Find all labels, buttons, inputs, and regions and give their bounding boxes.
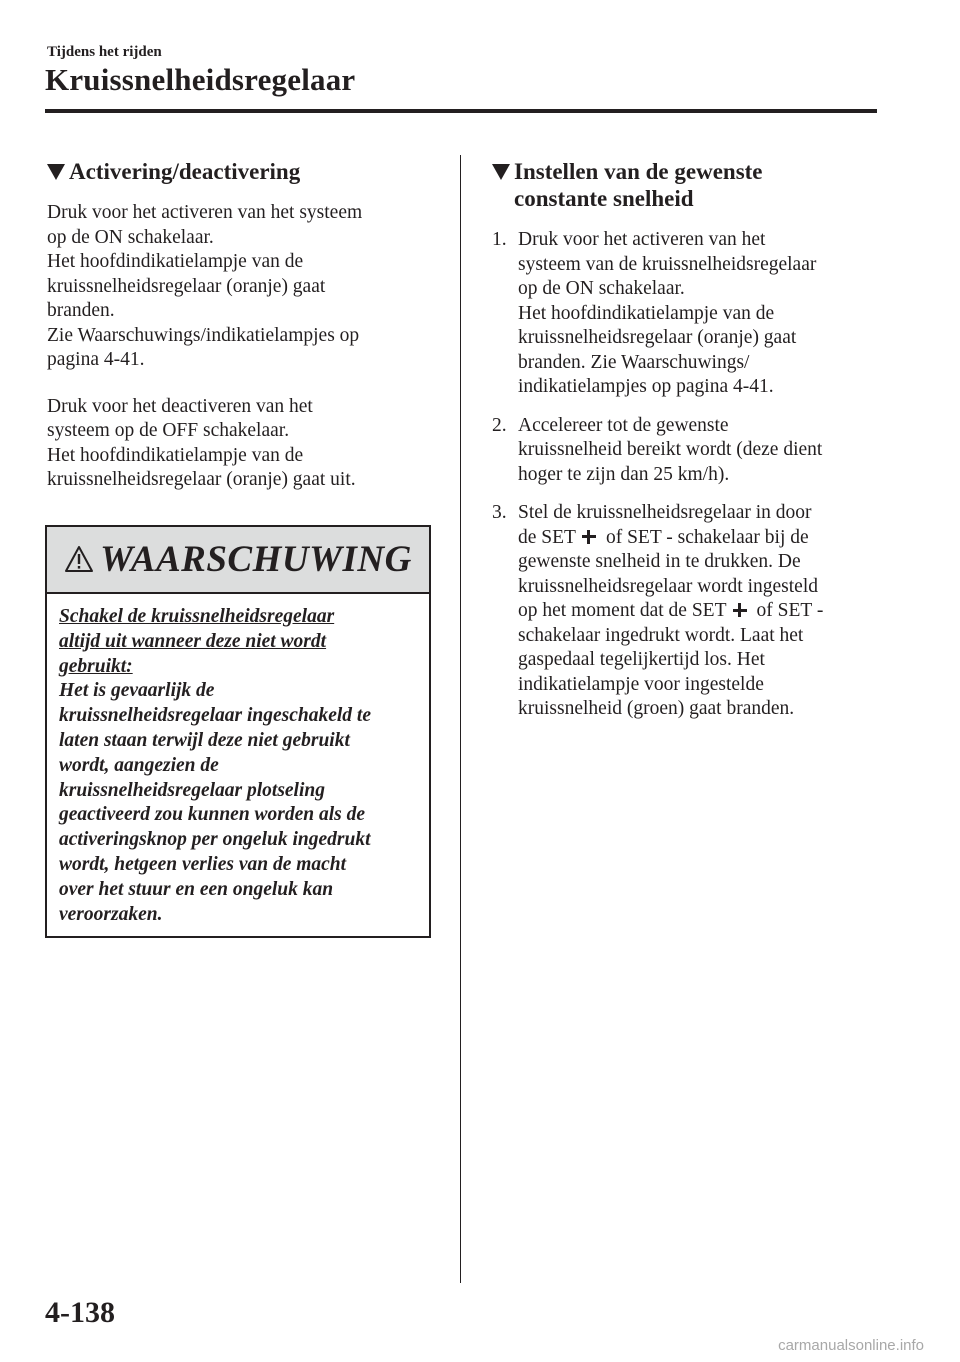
step-text: schakelaar ingedrukt wordt. Laat het (518, 624, 804, 646)
step-number: 1. (492, 229, 507, 250)
warning-box (45, 525, 431, 938)
step-2 (492, 414, 882, 488)
step-text: de SET (518, 526, 576, 548)
column-divider (460, 155, 461, 1283)
warning-title-line: altijd uit wanneer deze niet wordt (59, 630, 327, 652)
warning-text-line: laten staan terwijl deze niet gebruikt (59, 729, 350, 751)
warning-text-line: wordt, aangezien de (59, 754, 219, 776)
warning-text-line: over het stuur en een ongeluk kan (59, 878, 334, 900)
steps-list (492, 228, 882, 722)
section-heading-text (514, 158, 763, 212)
step-text: of SET - (756, 600, 824, 621)
warning-triangle-icon (64, 545, 94, 573)
step-number: 3. (492, 502, 507, 523)
warning-title-line: gebruikt: (59, 655, 133, 677)
warning-label: WAARSCHUWING (100, 539, 412, 580)
text-line: Zie Waarschuwings/indikatielampjes op (47, 324, 360, 346)
step-text: kruissnelheid bereikt wordt (deze dient (518, 439, 823, 460)
step-text: hoger te zijn dan 25 km/h). (518, 463, 730, 485)
chapter-label: Tijdens het rijden (47, 44, 162, 60)
warning-text-line: Het is gevaarlijk de (59, 680, 215, 702)
plus-icon (733, 603, 747, 617)
step-text: gewenste snelheid in te drukken. De (518, 551, 801, 572)
step-text: indikatielampjes op pagina 4-41. (518, 376, 774, 397)
section-heading-activation (47, 158, 432, 185)
paragraph-deactivate (47, 395, 432, 493)
section-heading-set-speed (492, 158, 882, 212)
step-text: kruissnelheid (groen) gaat branden. (518, 698, 795, 719)
step-text: indikatielampje voor ingestelde (518, 673, 764, 695)
warning-body (47, 594, 429, 927)
page-title: Kruissnelheidsregelaar (45, 62, 356, 97)
step-text: Het hoofdindikatielampje van de (518, 302, 775, 324)
step-text: op de ON schakelaar. (518, 278, 685, 299)
step-text: Druk voor het activeren van het (518, 229, 766, 250)
heading-line: Instellen van de gewenste (514, 159, 763, 184)
step-1 (492, 228, 882, 400)
step-number: 2. (492, 414, 507, 436)
section-heading-text: Activering/deactivering (69, 159, 301, 184)
warning-text-line: kruissnelheidsregelaar ingeschakeld te (59, 705, 372, 727)
step-text: of SET - schakelaar bij de (605, 526, 809, 548)
warning-text-line: kruissnelheidsregelaar plotseling (59, 779, 325, 801)
step-text: kruissnelheidsregelaar (oranje) gaat (518, 327, 797, 348)
page-number: 4-138 (45, 1296, 115, 1329)
warning-text-line: geactiveerd zou kunnen worden als de (59, 804, 366, 826)
warning-header (47, 527, 429, 594)
step-text: Accelereer tot de gewenste (518, 414, 729, 436)
warning-text-line: activeringsknop per ongeluk ingedrukt (59, 829, 371, 851)
text-line: pagina 4-41. (47, 349, 145, 370)
step-text: gaspedaal tegelijkertijd los. Het (518, 649, 765, 670)
watermark: carmanualsonline.info (778, 1337, 924, 1354)
warning-title-line: Schakel de kruissnelheidsregelaar (59, 606, 335, 627)
warning-text-line: wordt, hetgeen verlies van de macht (59, 853, 347, 875)
text-line: kruissnelheidsregelaar (oranje) gaat (47, 275, 326, 297)
step-3 (492, 501, 882, 722)
step-text: systeem van de kruissnelheidsregelaar (518, 253, 817, 275)
triangle-down-icon (492, 164, 510, 180)
triangle-down-icon (47, 164, 65, 180)
step-text: op het moment dat de SET (518, 600, 727, 621)
text-line: systeem op de OFF schakelaar. (47, 420, 290, 441)
text-line: Druk voor het activeren van het systeem (47, 202, 363, 223)
text-line: Druk voor het deactiveren van het (47, 395, 313, 417)
plus-icon (582, 530, 596, 544)
right-column (492, 158, 882, 736)
text-line: Het hoofdindikatielampje van de (47, 251, 304, 272)
step-text: branden. Zie Waarschuwings/ (518, 351, 750, 373)
text-line: branden. (47, 300, 115, 321)
warning-text-line: veroorzaken. (59, 903, 163, 925)
text-line: Het hoofdindikatielampje van de (47, 444, 304, 466)
paragraph-activate (47, 201, 432, 373)
left-column (47, 158, 432, 493)
text-line: kruissnelheidsregelaar (oranje) gaat uit. (47, 469, 356, 490)
step-text: kruissnelheidsregelaar wordt ingesteld (518, 575, 818, 597)
step-text: Stel de kruissnelheidsregelaar in door (518, 502, 812, 523)
heading-line: constante snelheid (514, 186, 694, 211)
header-rule (45, 109, 877, 113)
text-line: op de ON schakelaar. (47, 226, 214, 248)
